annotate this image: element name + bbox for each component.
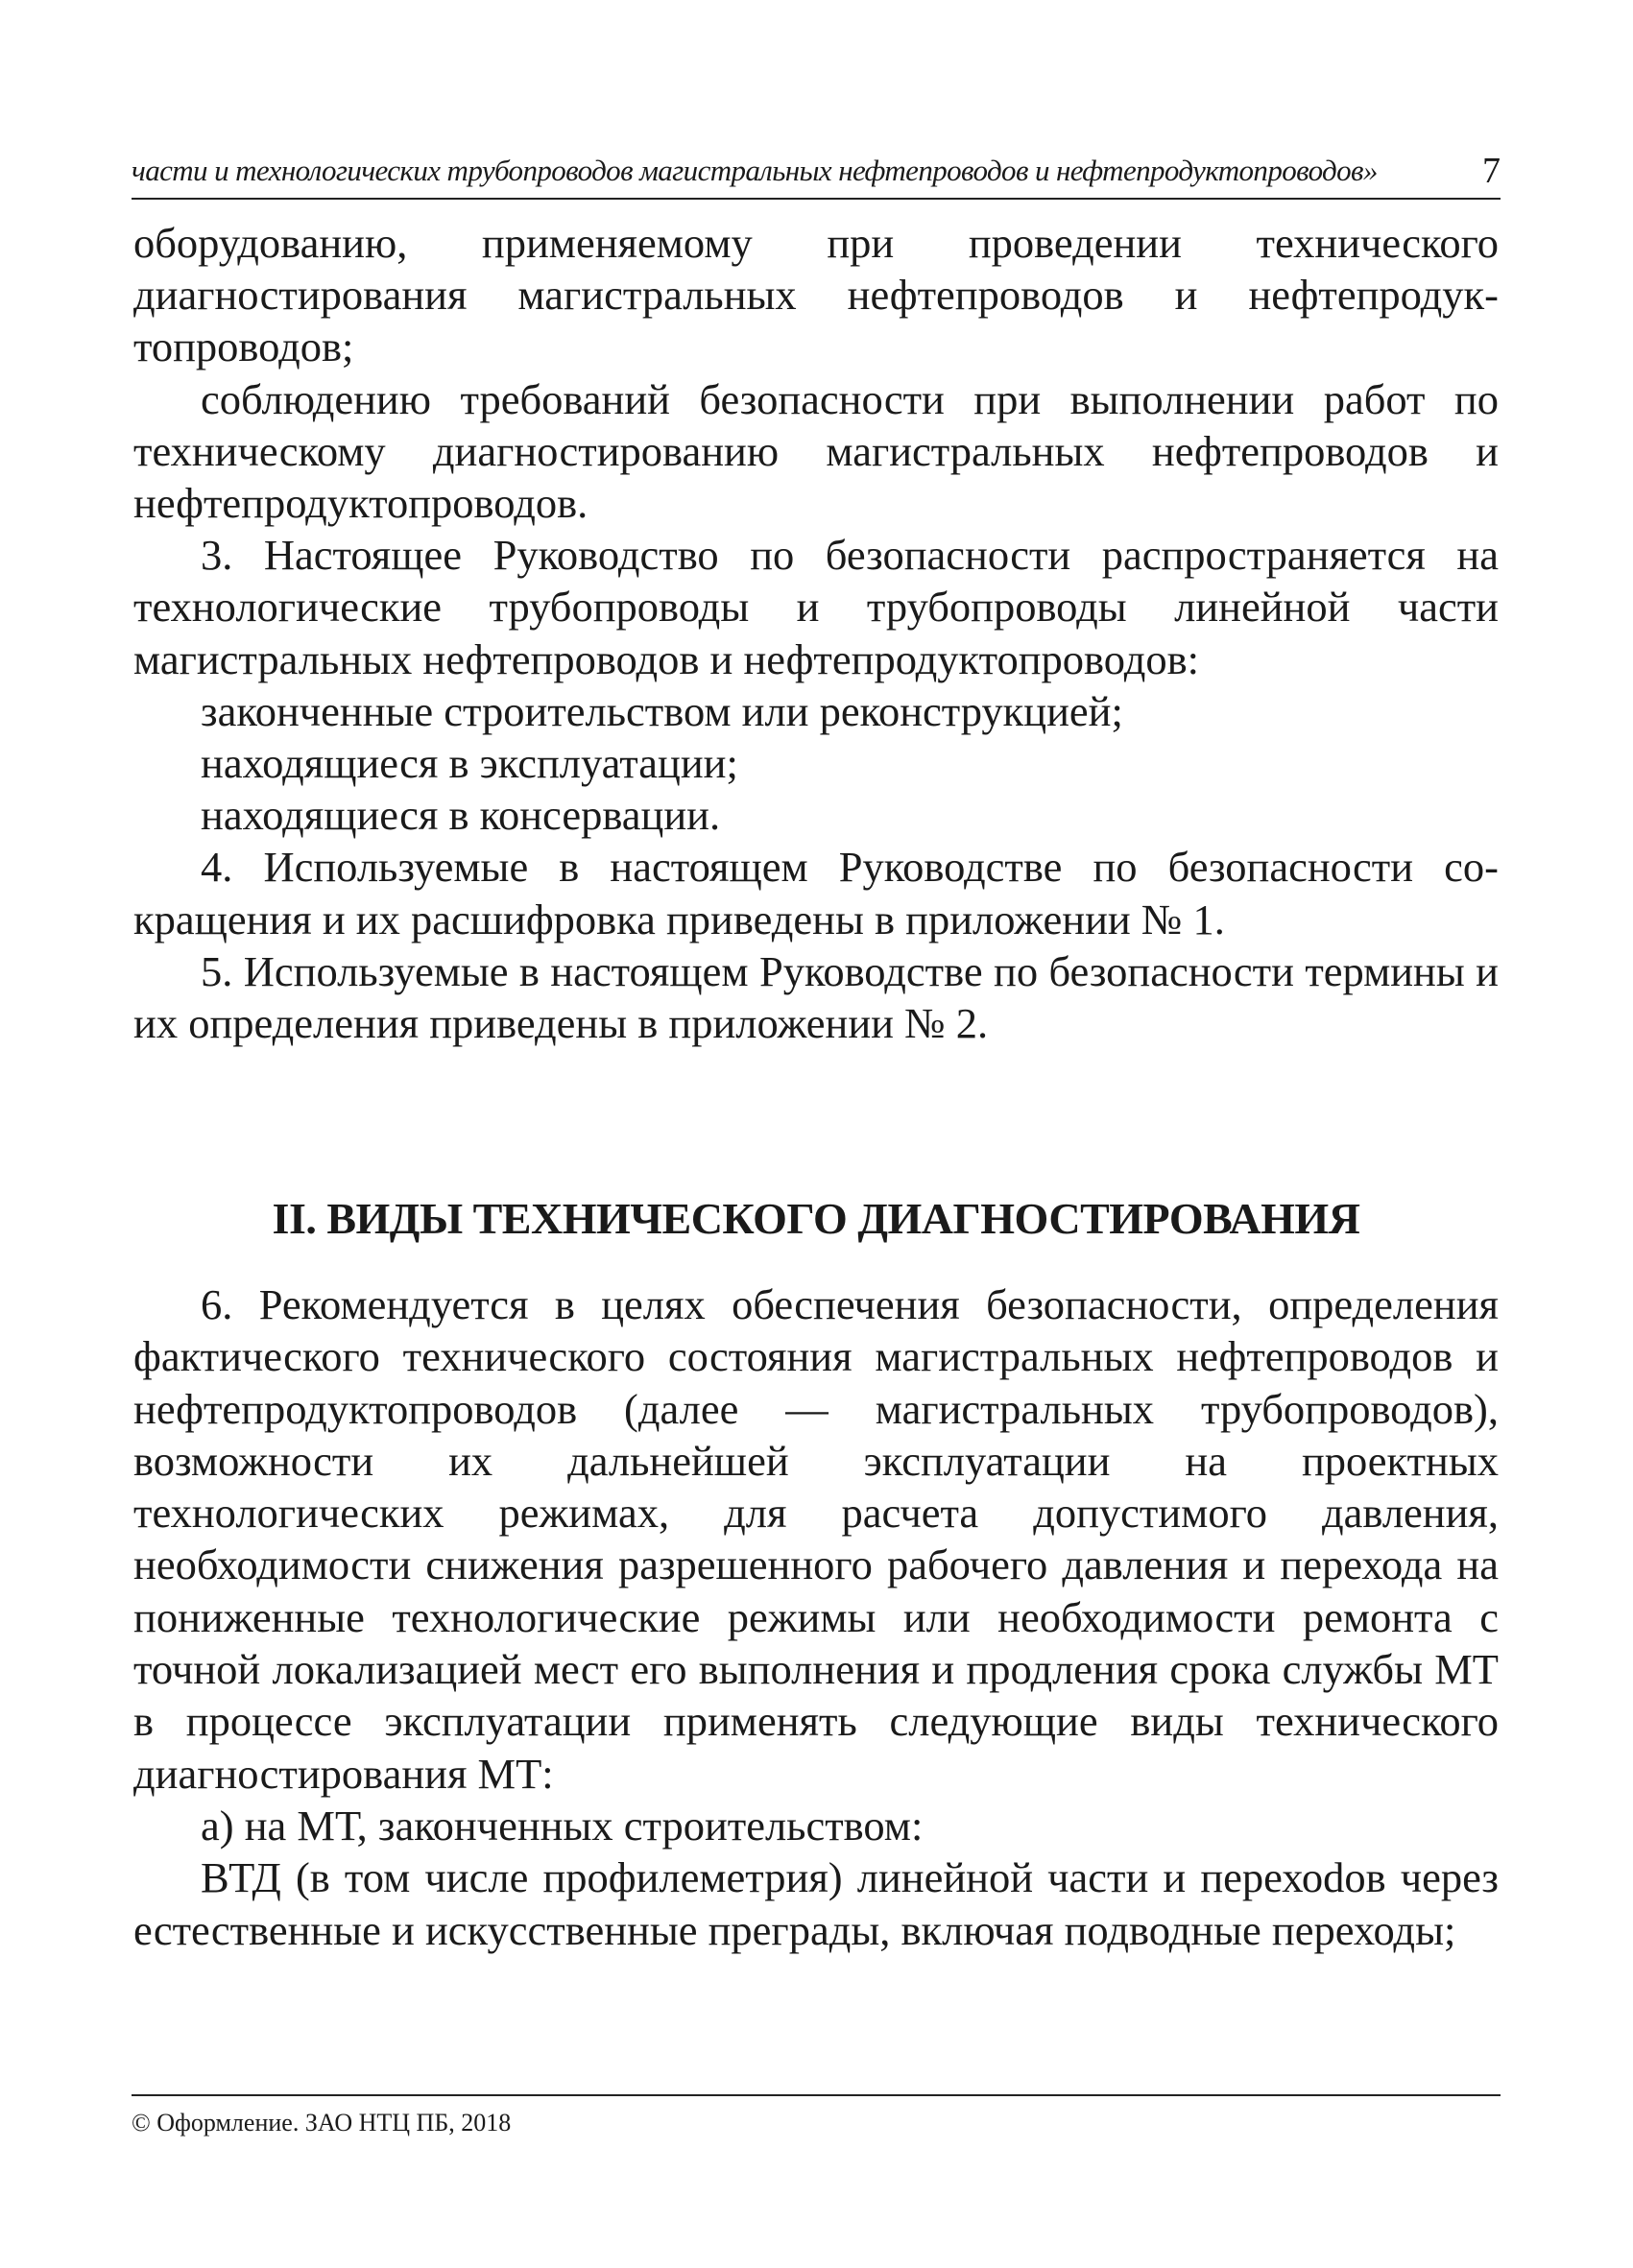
paragraph: соблюдению требований безопасности при выполнении работ по техническому диагностированию магистральных нефтепроводов и нефтепродуктопроводов. [133,374,1499,528]
paragraph: находящиеся в эксплуатации; [201,739,738,788]
body-text-section-2 [133,1278,1499,1956]
body-text-section-1 [133,217,1499,1049]
paragraph: 4. Используемые в настоящем Руководстве по безопасности сокращения и их расшифровка приведены в приложении № 1. [133,843,1499,943]
footer-copyright: © Оформление. ЗАО НТЦ ПБ, 2018 [132,2109,512,2137]
running-header [132,152,1501,200]
paragraph: 5. Используемые в настоящем Руководстве по безопасности термины и их определения приведены в приложении № 2. [133,946,1499,1048]
running-title: части и технологических трубопроводов магистральных нефтепроводов и нефтепродуктопроводов» [132,154,1378,187]
paragraph: 6. Рекомендуется в целях обеспечения безопасности, определения фактического технического состояния магистральных нефтепроводов и нефтепродуктопроводов (далее — магистральных трубопроводов), возможности их дальнейшей эксплуатации на проектных технологических режимах, для расчета допустимого давления, необходимости снижения разрешенного рабочего давления и перехода на пониженные технологические режимы или необходимости ремонта с точной локализацией мест его выполнения и продления срока службы МТ в процессе эксплуатации применять следующие виды технического диагностирования МТ: [133,1280,1499,1798]
footer-divider [132,2094,1501,2096]
paragraph: а) на МТ, законченных строительством: [201,1801,924,1850]
paragraph: оборудованию, применяемому при проведении технического диагностирования магистральных нефтепроводов и нефтепродуктопроводов; [133,219,1499,371]
paragraph: законченные строительством или реконструкцией; [201,686,1123,735]
page-number: 7 [1482,151,1501,191]
paragraph: 3. Настоящее Руководство по безопасности распространяется на технологические трубопроводы и трубопроводы линейной части магистральных нефтепроводов и нефтепродуктопроводов: [133,531,1499,683]
header-divider [132,198,1501,200]
paragraph: находящиеся в консервации. [201,791,721,840]
paragraph: ВТД (в том числе профилеметрия) линейной части и перехоdов через естественные и искусственные преграды, включая подводные переходы; [133,1853,1499,1954]
section-heading: II. ВИДЫ ТЕХНИЧЕСКОГО ДИАГНОСТИРОВАНИЯ [272,1194,1360,1243]
